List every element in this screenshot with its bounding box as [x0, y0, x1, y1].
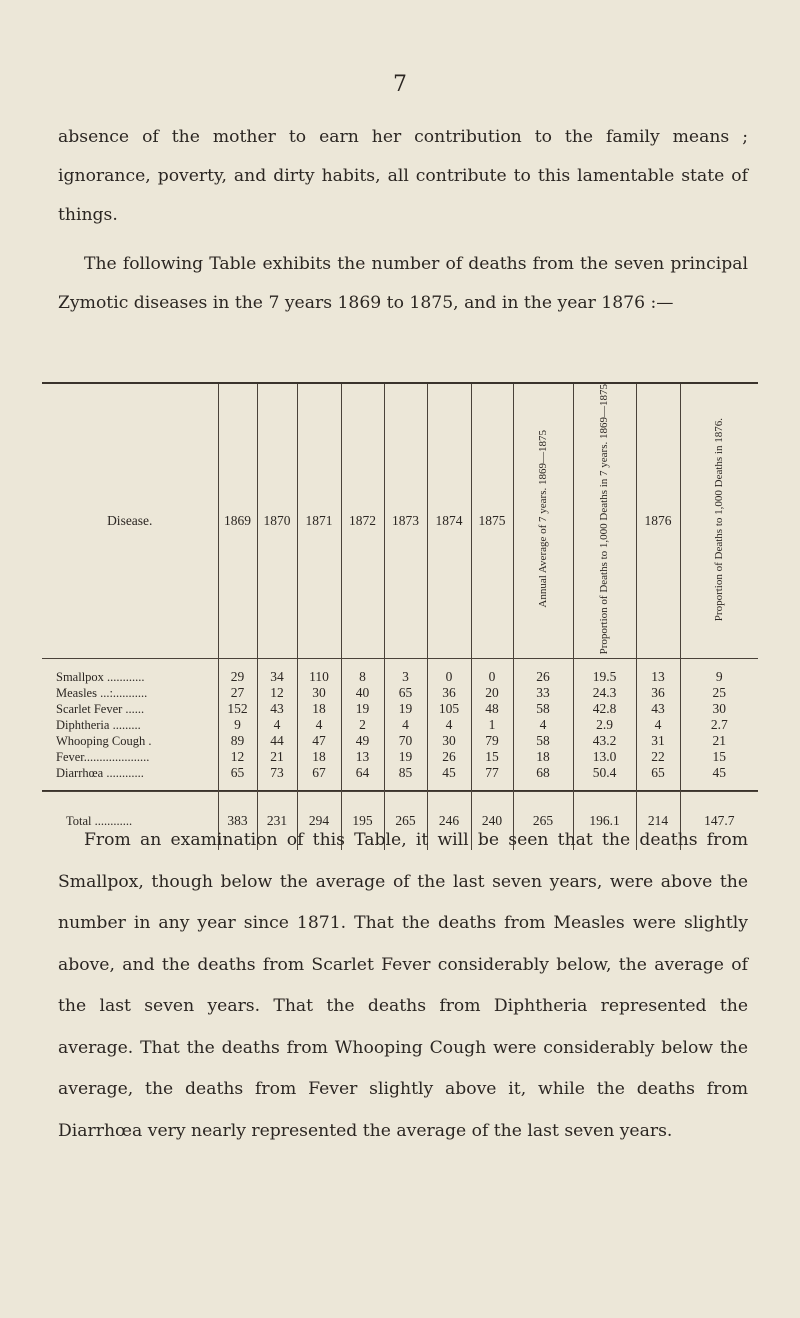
table-cell: 65 [636, 765, 680, 781]
table-cell: 246 [427, 792, 471, 851]
table-row [42, 701, 758, 717]
table-cell: 18 [513, 749, 573, 765]
table-cell: 45 [680, 765, 758, 781]
table-cell: 240 [471, 792, 513, 851]
table-cell: 19 [341, 701, 384, 717]
header-1875: 1875 [471, 384, 513, 659]
table-cell: 67 [297, 765, 341, 781]
table-row [42, 685, 758, 701]
table-cell: 294 [297, 792, 341, 851]
paragraph-analysis: From an examination of this Table, it will be seen that the deaths from Smallpox, though below the average of the last seven years, were above the number in any year since 1871. That the deaths from Measles were slightly above, and the deaths from Scarlet Fever considerably below, the average of the last seven years. That the deaths from Diphtheria represented the average. That the deaths from Whooping Cough were considerably below the average, the deaths from Fever slightly above it, while the deaths from Diarrhœa very nearly represented the average of the last seven years. [58, 830, 748, 1141]
disease-name: Diarrhœa ............ [56, 766, 144, 781]
table-cell: 70 [384, 733, 427, 749]
table-cell: 42.8 [573, 701, 636, 717]
table-cell: 73 [257, 765, 297, 781]
table-cell: 36 [636, 685, 680, 701]
header-1874: 1874 [427, 384, 471, 659]
table-cell: 21 [680, 733, 758, 749]
disease-name: Whooping Cough . [56, 734, 152, 749]
table-cell: 48 [471, 701, 513, 717]
header-annual-average: Annual Average of 7 years. 1869—1875 [513, 384, 573, 659]
disease-name: Measles ...:........... [56, 686, 148, 701]
table-cell: 40 [341, 685, 384, 701]
table-cell: 8 [341, 669, 384, 685]
table-cell: 33 [513, 685, 573, 701]
table-cell: 89 [218, 733, 257, 749]
table-cell: 19.5 [573, 669, 636, 685]
table-cell: 196.1 [573, 792, 636, 851]
table-cell: 265 [513, 792, 573, 851]
table-cell: 214 [636, 792, 680, 851]
disease-name: Smallpox ............ [56, 670, 145, 685]
header-proportion-1876: Proportion of Deaths to 1,000 Deaths in 1876. [680, 384, 758, 659]
table-cell: 4 [427, 717, 471, 733]
table-cell: 43.2 [573, 733, 636, 749]
table-cell: 43 [257, 701, 297, 717]
table-header-row [42, 384, 758, 659]
table-cell: 231 [257, 792, 297, 851]
header-1872: 1872 [341, 384, 384, 659]
table-cell: 13 [636, 669, 680, 685]
zymotic-diseases-table [42, 382, 758, 829]
table-cell: 18 [297, 749, 341, 765]
table-cell: 147.7 [680, 792, 758, 851]
table-cell: 0 [427, 669, 471, 685]
table-cell: 13 [341, 749, 384, 765]
table-cell: 22 [636, 749, 680, 765]
table-cell: 21 [257, 749, 297, 765]
table-cell: 0 [471, 669, 513, 685]
table-cell: 49 [341, 733, 384, 749]
table-row [42, 717, 758, 733]
table-cell: 31 [636, 733, 680, 749]
table-cell: 65 [384, 685, 427, 701]
header-1869: 1869 [218, 384, 257, 659]
table-cell: 110 [297, 669, 341, 685]
table-cell: 152 [218, 701, 257, 717]
page-number: 7 [393, 72, 407, 97]
table-cell: 12 [257, 685, 297, 701]
table-cell: 77 [471, 765, 513, 781]
header-1870: 1870 [257, 384, 297, 659]
table-cell: 85 [384, 765, 427, 781]
table-cell: 29 [218, 669, 257, 685]
table-cell: 68 [513, 765, 573, 781]
table-cell: 4 [257, 717, 297, 733]
disease-name: Total ............ [42, 792, 218, 851]
disease-name: Scarlet Fever ...... [56, 702, 145, 717]
table-cell: 3 [384, 669, 427, 685]
table-cell: 2.7 [680, 717, 758, 733]
table-cell: 4 [513, 717, 573, 733]
table-cell: 4 [384, 717, 427, 733]
table-cell: 15 [680, 749, 758, 765]
table-cell: 12 [218, 749, 257, 765]
table-cell: 105 [427, 701, 471, 717]
header-1873: 1873 [384, 384, 427, 659]
table-cell: 30 [297, 685, 341, 701]
table-cell: 27 [218, 685, 257, 701]
table-cell: 19 [384, 701, 427, 717]
table-cell: 30 [427, 733, 471, 749]
table-cell: 26 [427, 749, 471, 765]
table-cell: 64 [341, 765, 384, 781]
table-cell: 25 [680, 685, 758, 701]
table-cell: 45 [427, 765, 471, 781]
table-cell: 24.3 [573, 685, 636, 701]
table-cell: 15 [471, 749, 513, 765]
header-1876: 1876 [636, 384, 680, 659]
table-cell: 34 [257, 669, 297, 685]
table-cell: 4 [297, 717, 341, 733]
table-cell: 44 [257, 733, 297, 749]
header-disease: Disease. [42, 384, 218, 659]
table-cell: 13.0 [573, 749, 636, 765]
paragraph-table-intro: The following Table exhibits the number of deaths from the seven principal Zymotic diseases in the 7 years 1869 to 1875, and in the year 1876 :— [58, 254, 748, 313]
table-cell: 30 [680, 701, 758, 717]
table-row [42, 733, 758, 749]
table-cell: 36 [427, 685, 471, 701]
table-row [42, 669, 758, 685]
table-cell: 18 [297, 701, 341, 717]
table-cell: 79 [471, 733, 513, 749]
table-cell: 195 [341, 792, 384, 851]
table-cell: 47 [297, 733, 341, 749]
table-cell: 9 [218, 717, 257, 733]
table-row [42, 749, 758, 765]
table-cell: 58 [513, 701, 573, 717]
table-cell: 9 [680, 669, 758, 685]
table-cell: 58 [513, 733, 573, 749]
table-cell: 65 [218, 765, 257, 781]
disease-name: Diphtheria ......... [56, 718, 141, 733]
table-cell: 26 [513, 669, 573, 685]
table-cell: 19 [384, 749, 427, 765]
disease-name: Fever..................... [56, 750, 150, 765]
header-proportion-7-years: Proportion of Deaths to 1,000 Deaths in 7 years. 1869—1875 [573, 384, 636, 659]
table-cell: 2.9 [573, 717, 636, 733]
table-cell: 43 [636, 701, 680, 717]
table-cell: 265 [384, 792, 427, 851]
header-1871: 1871 [297, 384, 341, 659]
table-cell: 2 [341, 717, 384, 733]
paragraph-intro: absence of the mother to earn her contribution to the family means ; ignorance, poverty, and dirty habits, all contribute to this lamentable state of things. [58, 127, 748, 225]
table-cell: 50.4 [573, 765, 636, 781]
table-row [42, 765, 758, 781]
table-cell: 20 [471, 685, 513, 701]
table-cell: 383 [218, 792, 257, 851]
table-cell: 4 [636, 717, 680, 733]
table-cell: 1 [471, 717, 513, 733]
